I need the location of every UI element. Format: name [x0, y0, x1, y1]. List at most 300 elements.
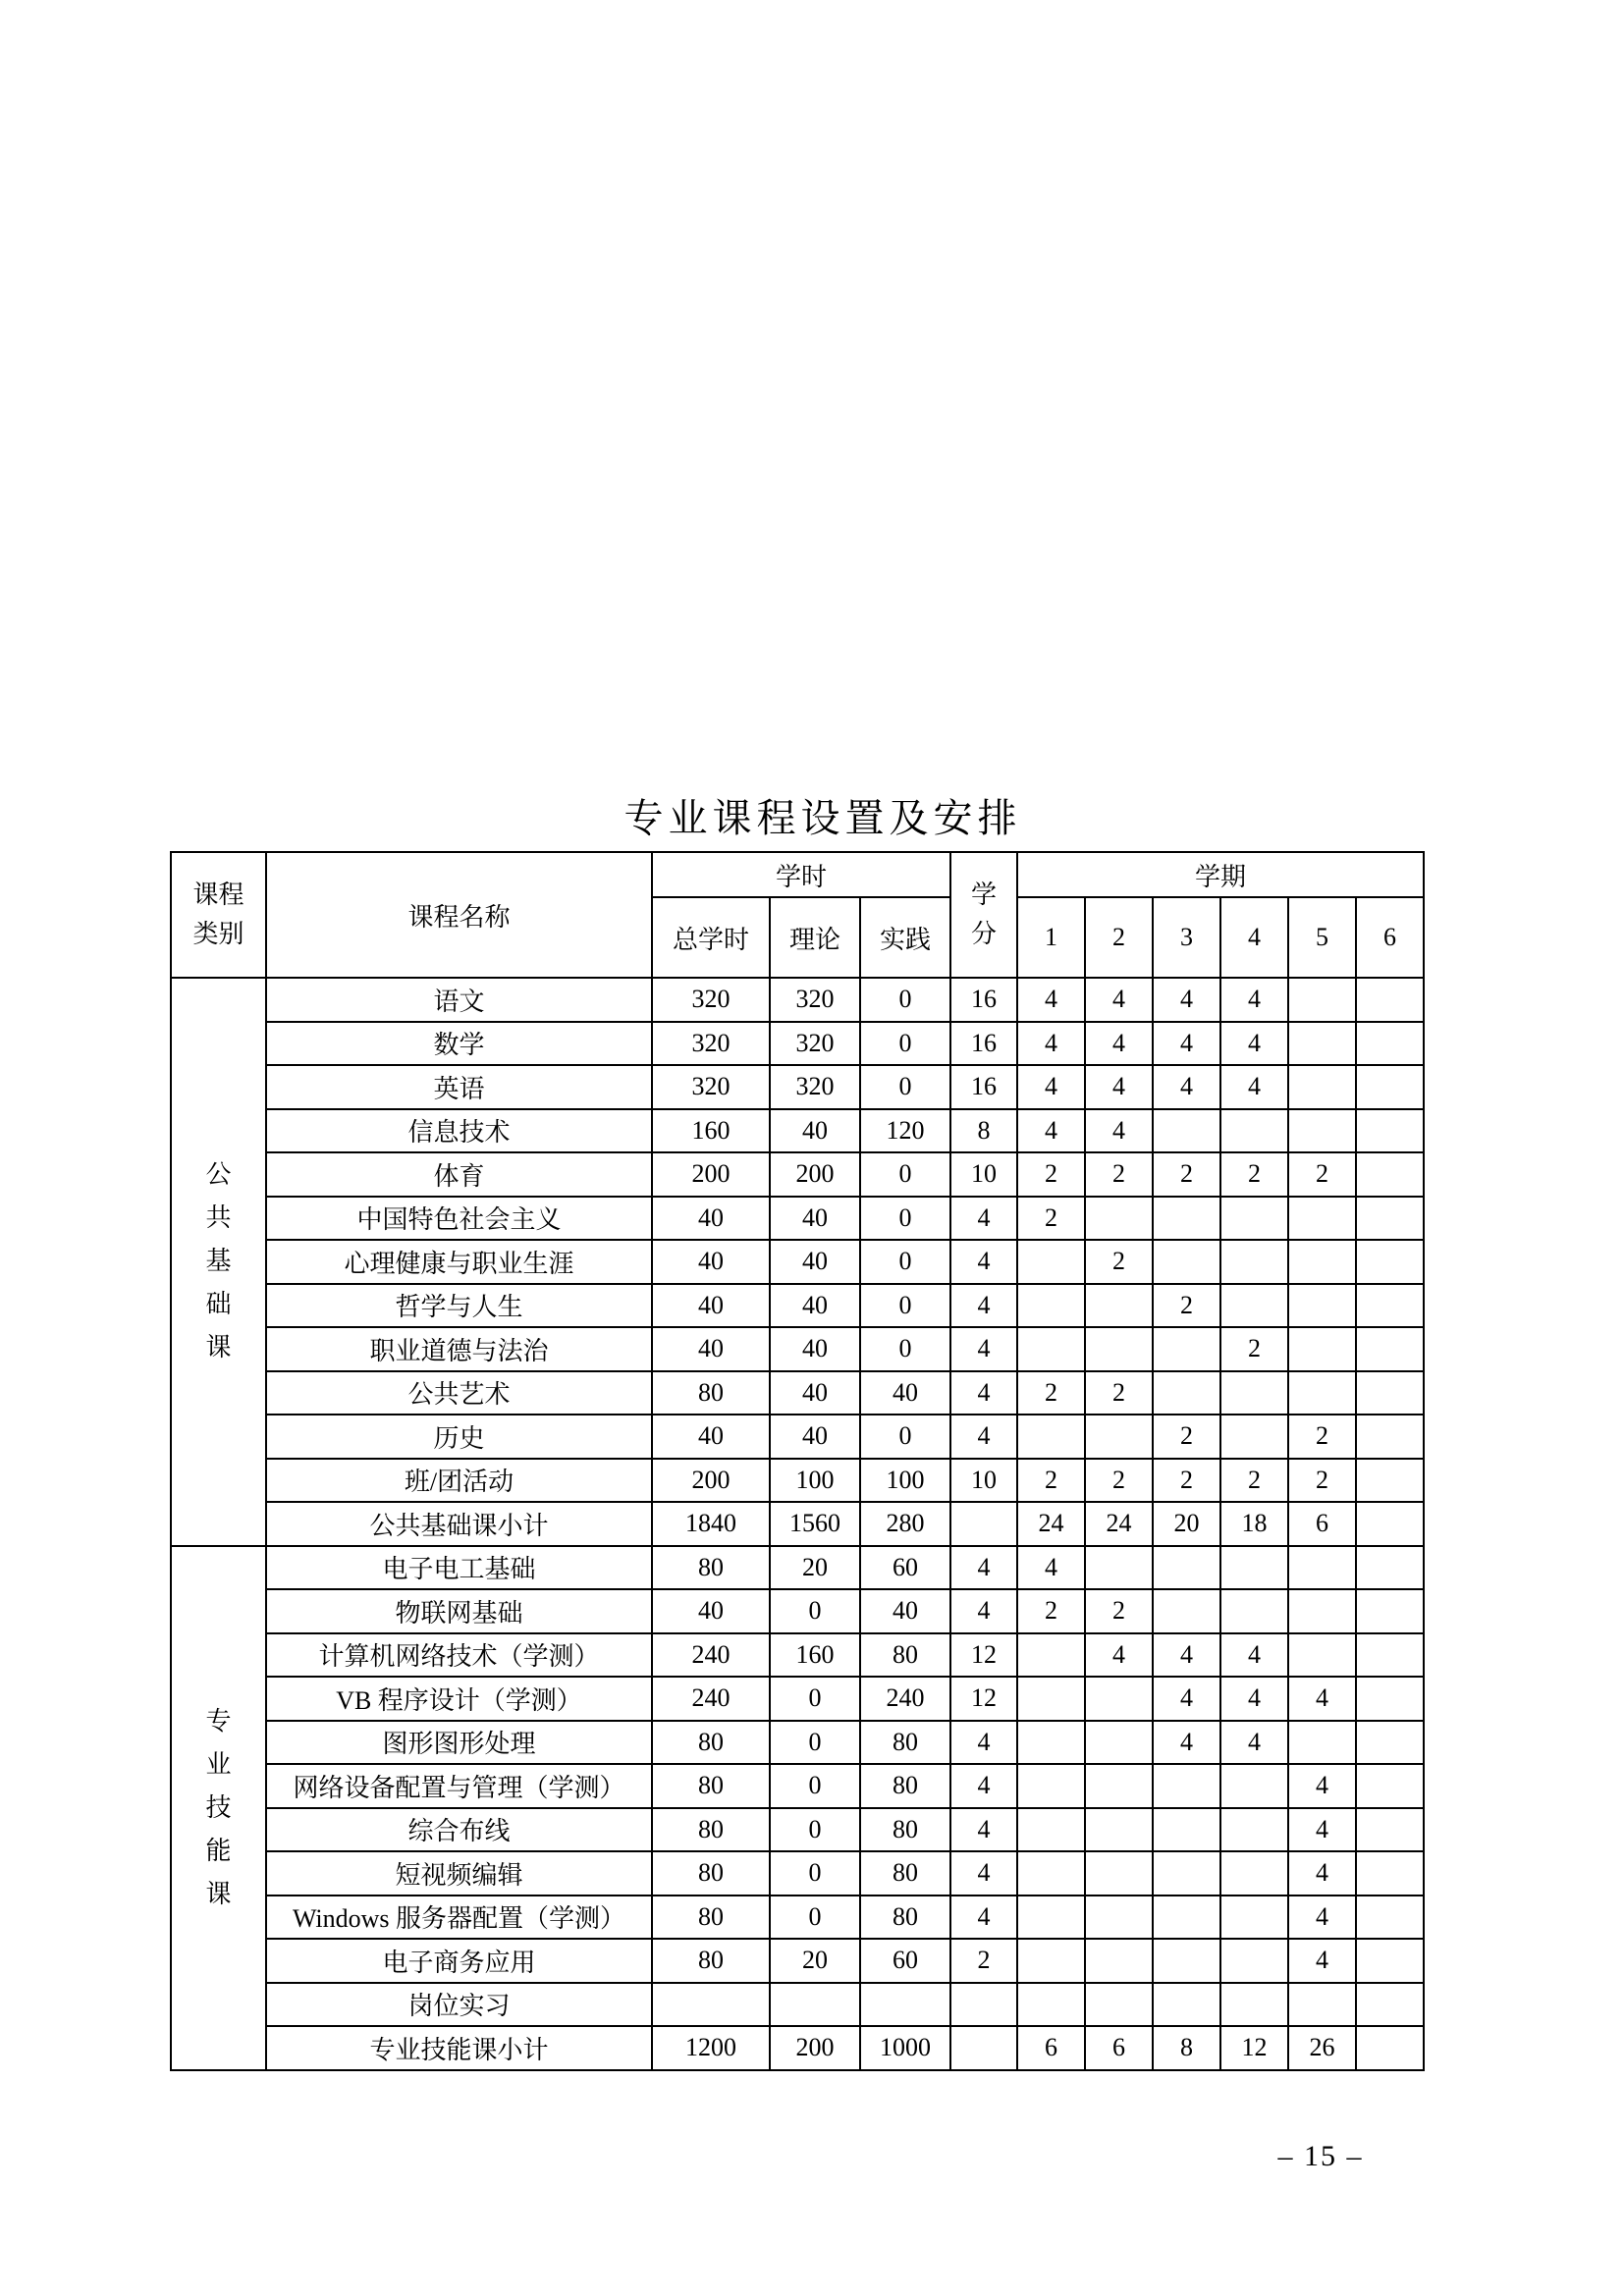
table-row	[171, 1851, 1424, 1896]
semester-cell	[1356, 1983, 1424, 2027]
semester-cell: 2	[1153, 1284, 1220, 1328]
semester-cell: 2	[1085, 1240, 1153, 1284]
semester-cell: 4	[1288, 1764, 1356, 1808]
semester-cell	[1085, 1983, 1153, 2027]
semester-cell: 24	[1017, 1502, 1085, 1546]
table-row	[171, 1152, 1424, 1197]
semester-cell: 20	[1153, 1502, 1220, 1546]
practice-hours-cell: 80	[860, 1633, 950, 1678]
semester-cell: 6	[1085, 2026, 1153, 2070]
semester-cell: 4	[1220, 1065, 1288, 1109]
semester-cell	[1085, 1808, 1153, 1852]
course-name-cell: 班/团活动	[266, 1459, 652, 1503]
practice-hours-cell: 0	[860, 1240, 950, 1284]
practice-hours-cell: 0	[860, 1152, 950, 1197]
semester-cell	[1356, 1371, 1424, 1415]
table-row	[171, 1677, 1424, 1721]
theory-hours-cell: 40	[770, 1327, 860, 1371]
semester-cell: 18	[1220, 1502, 1288, 1546]
total-hours-cell: 160	[652, 1109, 770, 1153]
total-hours-cell: 80	[652, 1808, 770, 1852]
table-row	[171, 1240, 1424, 1284]
total-hours-cell: 80	[652, 1939, 770, 1983]
table-row	[171, 1764, 1424, 1808]
semester-cell	[1085, 1327, 1153, 1371]
semester-cell	[1288, 1721, 1356, 1765]
total-hours-cell: 40	[652, 1589, 770, 1633]
semester-cell	[1017, 1284, 1085, 1328]
semester-cell	[1220, 1546, 1288, 1590]
semester-cell	[1220, 1371, 1288, 1415]
header-semester-4: 4	[1220, 897, 1288, 978]
practice-hours-cell: 40	[860, 1589, 950, 1633]
table-row	[171, 1415, 1424, 1459]
semester-cell	[1017, 1764, 1085, 1808]
course-name-cell: 公共基础课小计	[266, 1502, 652, 1546]
semester-cell	[1153, 1939, 1220, 1983]
semester-cell: 4	[1017, 1065, 1085, 1109]
category-cell: 公 共 基 础 课	[171, 978, 266, 1546]
semester-cell: 4	[1220, 1677, 1288, 1721]
semester-cell	[1356, 1109, 1424, 1153]
semester-cell	[1220, 1896, 1288, 1940]
credits-cell: 4	[950, 1327, 1017, 1371]
semester-cell: 2	[1153, 1415, 1220, 1459]
practice-hours-cell: 80	[860, 1851, 950, 1896]
theory-hours-cell: 0	[770, 1721, 860, 1765]
theory-hours-cell: 40	[770, 1371, 860, 1415]
header-semester-6: 6	[1356, 897, 1424, 978]
semester-cell: 4	[1220, 1022, 1288, 1066]
semester-cell	[1356, 1808, 1424, 1852]
semester-cell: 4	[1153, 1677, 1220, 1721]
semester-cell	[1153, 1109, 1220, 1153]
course-name-cell: 信息技术	[266, 1109, 652, 1153]
category-cell: 专 业 技 能 课	[171, 1546, 266, 2070]
total-hours-cell: 240	[652, 1633, 770, 1678]
header-total-hours: 总学时	[652, 897, 770, 978]
total-hours-cell: 320	[652, 978, 770, 1022]
semester-cell: 26	[1288, 2026, 1356, 2070]
credits-cell: 4	[950, 1764, 1017, 1808]
credits-cell: 16	[950, 1065, 1017, 1109]
semester-cell	[1356, 1415, 1424, 1459]
semester-cell	[1356, 1721, 1424, 1765]
semester-cell	[1288, 1983, 1356, 2027]
semester-cell	[1085, 1896, 1153, 1940]
header-credits-line2: 分	[971, 920, 998, 948]
total-hours-cell: 240	[652, 1677, 770, 1721]
semester-cell	[1017, 1327, 1085, 1371]
total-hours-cell: 80	[652, 1546, 770, 1590]
semester-cell: 2	[1017, 1589, 1085, 1633]
header-semester-2: 2	[1085, 897, 1153, 978]
semester-cell	[1356, 1022, 1424, 1066]
semester-cell: 4	[1085, 1109, 1153, 1153]
semester-cell: 2	[1017, 1371, 1085, 1415]
semester-cell	[1356, 1764, 1424, 1808]
table-row	[171, 1022, 1424, 1066]
course-name-cell: Windows 服务器配置（学测）	[266, 1896, 652, 1940]
semester-cell	[1356, 1677, 1424, 1721]
credits-cell: 4	[950, 1851, 1017, 1896]
semester-cell: 4	[1288, 1896, 1356, 1940]
header-credits	[950, 852, 1017, 978]
header-course-name: 课程名称	[266, 852, 652, 978]
course-name-cell: VB 程序设计（学测）	[266, 1677, 652, 1721]
semester-cell	[1017, 1240, 1085, 1284]
semester-cell	[1153, 1764, 1220, 1808]
total-hours-cell: 80	[652, 1721, 770, 1765]
total-hours-cell: 320	[652, 1022, 770, 1066]
practice-hours-cell	[860, 1983, 950, 2027]
semester-cell: 4	[1220, 978, 1288, 1022]
semester-cell	[1085, 1851, 1153, 1896]
theory-hours-cell: 40	[770, 1284, 860, 1328]
semester-cell: 4	[1085, 978, 1153, 1022]
practice-hours-cell: 80	[860, 1808, 950, 1852]
total-hours-cell: 40	[652, 1197, 770, 1241]
semester-cell	[1288, 978, 1356, 1022]
semester-cell	[1288, 1284, 1356, 1328]
total-hours-cell: 80	[652, 1896, 770, 1940]
practice-hours-cell: 100	[860, 1459, 950, 1503]
semester-cell: 4	[1153, 1721, 1220, 1765]
semester-cell	[1153, 1371, 1220, 1415]
credits-cell: 10	[950, 1459, 1017, 1503]
credits-cell	[950, 2026, 1017, 2070]
theory-hours-cell: 200	[770, 1152, 860, 1197]
course-name-cell: 综合布线	[266, 1808, 652, 1852]
credits-cell: 2	[950, 1939, 1017, 1983]
practice-hours-cell: 0	[860, 1327, 950, 1371]
total-hours-cell: 40	[652, 1415, 770, 1459]
semester-cell	[1017, 1939, 1085, 1983]
table-row	[171, 1371, 1424, 1415]
semester-cell: 2	[1085, 1371, 1153, 1415]
theory-hours-cell: 20	[770, 1546, 860, 1590]
total-hours-cell: 80	[652, 1764, 770, 1808]
theory-hours-cell: 320	[770, 1022, 860, 1066]
semester-cell: 4	[1288, 1939, 1356, 1983]
practice-hours-cell: 80	[860, 1896, 950, 1940]
practice-hours-cell: 280	[860, 1502, 950, 1546]
semester-cell	[1017, 1721, 1085, 1765]
semester-cell: 2	[1220, 1327, 1288, 1371]
semester-cell: 2	[1288, 1152, 1356, 1197]
semester-cell	[1288, 1327, 1356, 1371]
semester-cell	[1288, 1197, 1356, 1241]
course-name-cell: 心理健康与职业生涯	[266, 1240, 652, 1284]
table-row	[171, 1589, 1424, 1633]
header-credits-line1: 学	[971, 880, 998, 909]
semester-cell	[1356, 1546, 1424, 1590]
table-row	[171, 1284, 1424, 1328]
semester-cell	[1017, 1983, 1085, 2027]
semester-cell: 6	[1017, 2026, 1085, 2070]
total-hours-cell: 200	[652, 1152, 770, 1197]
credits-cell: 4	[950, 1896, 1017, 1940]
course-name-cell: 图形图形处理	[266, 1721, 652, 1765]
course-name-cell: 哲学与人生	[266, 1284, 652, 1328]
semester-cell: 2	[1288, 1415, 1356, 1459]
semester-cell: 4	[1153, 1065, 1220, 1109]
semester-cell	[1220, 1764, 1288, 1808]
semester-cell	[1085, 1284, 1153, 1328]
practice-hours-cell: 60	[860, 1546, 950, 1590]
semester-cell: 4	[1153, 1633, 1220, 1678]
semester-cell	[1220, 1240, 1288, 1284]
practice-hours-cell: 1000	[860, 2026, 950, 2070]
course-name-cell: 电子商务应用	[266, 1939, 652, 1983]
credits-cell: 4	[950, 1197, 1017, 1241]
credits-cell: 4	[950, 1546, 1017, 1590]
credits-cell: 4	[950, 1240, 1017, 1284]
theory-hours-cell: 0	[770, 1851, 860, 1896]
semester-cell: 4	[1017, 978, 1085, 1022]
practice-hours-cell: 0	[860, 1284, 950, 1328]
practice-hours-cell: 0	[860, 1022, 950, 1066]
semester-cell	[1153, 1896, 1220, 1940]
theory-hours-cell: 160	[770, 1633, 860, 1678]
table-row	[171, 1459, 1424, 1503]
header-semester-group: 学期	[1017, 852, 1424, 897]
semester-cell: 2	[1085, 1152, 1153, 1197]
practice-hours-cell: 60	[860, 1939, 950, 1983]
total-hours-cell: 80	[652, 1851, 770, 1896]
semester-cell	[1356, 1459, 1424, 1503]
semester-cell	[1220, 1589, 1288, 1633]
semester-cell	[1085, 1764, 1153, 1808]
semester-cell: 4	[1220, 1721, 1288, 1765]
semester-cell	[1356, 1197, 1424, 1241]
course-name-cell: 中国特色社会主义	[266, 1197, 652, 1241]
semester-cell	[1356, 1939, 1424, 1983]
page-title: 专业课程设置及安排	[623, 796, 1022, 840]
semester-cell: 4	[1085, 1022, 1153, 1066]
table-row	[171, 2026, 1424, 2070]
theory-hours-cell: 320	[770, 978, 860, 1022]
semester-cell	[1356, 1896, 1424, 1940]
semester-cell: 4	[1288, 1677, 1356, 1721]
credits-cell: 4	[950, 1415, 1017, 1459]
credits-cell	[950, 1502, 1017, 1546]
credits-cell: 4	[950, 1284, 1017, 1328]
semester-cell	[1356, 1152, 1424, 1197]
semester-cell: 24	[1085, 1502, 1153, 1546]
total-hours-cell: 1840	[652, 1502, 770, 1546]
semester-cell	[1085, 1546, 1153, 1590]
semester-cell: 2	[1288, 1459, 1356, 1503]
total-hours-cell: 1200	[652, 2026, 770, 2070]
theory-hours-cell: 20	[770, 1939, 860, 1983]
semester-cell: 4	[1085, 1633, 1153, 1678]
theory-hours-cell: 40	[770, 1197, 860, 1241]
credits-cell: 16	[950, 1022, 1017, 1066]
theory-hours-cell: 0	[770, 1808, 860, 1852]
semester-cell	[1153, 1197, 1220, 1241]
table-row	[171, 978, 1424, 1022]
credits-cell: 4	[950, 1589, 1017, 1633]
table-row	[171, 1327, 1424, 1371]
practice-hours-cell: 40	[860, 1371, 950, 1415]
course-name-cell: 计算机网络技术（学测）	[266, 1633, 652, 1678]
total-hours-cell: 200	[652, 1459, 770, 1503]
credits-cell: 4	[950, 1371, 1017, 1415]
semester-cell	[1288, 1371, 1356, 1415]
semester-cell	[1220, 1415, 1288, 1459]
credits-cell: 12	[950, 1677, 1017, 1721]
credits-cell: 10	[950, 1152, 1017, 1197]
semester-cell	[1017, 1677, 1085, 1721]
theory-hours-cell: 40	[770, 1109, 860, 1153]
course-name-cell: 短视频编辑	[266, 1851, 652, 1896]
table-row	[171, 1896, 1424, 1940]
course-table-body	[171, 978, 1424, 2070]
practice-hours-cell: 0	[860, 1415, 950, 1459]
semester-cell	[1288, 1589, 1356, 1633]
course-name-cell: 专业技能课小计	[266, 2026, 652, 2070]
credits-cell: 12	[950, 1633, 1017, 1678]
semester-cell	[1356, 1589, 1424, 1633]
semester-cell	[1017, 1851, 1085, 1896]
theory-hours-cell: 0	[770, 1764, 860, 1808]
practice-hours-cell: 0	[860, 1065, 950, 1109]
practice-hours-cell: 0	[860, 978, 950, 1022]
semester-cell	[1085, 1677, 1153, 1721]
semester-cell: 8	[1153, 2026, 1220, 2070]
theory-hours-cell: 0	[770, 1896, 860, 1940]
table-row	[171, 1109, 1424, 1153]
semester-cell	[1017, 1633, 1085, 1678]
total-hours-cell	[652, 1983, 770, 2027]
semester-cell	[1085, 1197, 1153, 1241]
practice-hours-cell: 0	[860, 1197, 950, 1241]
course-name-cell: 网络设备配置与管理（学测）	[266, 1764, 652, 1808]
total-hours-cell: 40	[652, 1284, 770, 1328]
semester-cell	[1153, 1983, 1220, 2027]
total-hours-cell: 40	[652, 1327, 770, 1371]
curriculum-table	[170, 851, 1425, 2071]
semester-cell: 2	[1220, 1152, 1288, 1197]
semester-cell	[1220, 1851, 1288, 1896]
practice-hours-cell: 120	[860, 1109, 950, 1153]
semester-cell: 4	[1153, 1022, 1220, 1066]
semester-cell	[1356, 1240, 1424, 1284]
semester-cell: 2	[1153, 1152, 1220, 1197]
semester-cell	[1288, 1065, 1356, 1109]
course-name-cell: 公共艺术	[266, 1371, 652, 1415]
semester-cell: 4	[1220, 1633, 1288, 1678]
semester-cell	[1356, 2026, 1424, 2070]
theory-hours-cell: 0	[770, 1677, 860, 1721]
semester-cell: 4	[1085, 1065, 1153, 1109]
table-row	[171, 1546, 1424, 1590]
header-category-line2: 类别	[192, 920, 244, 948]
course-name-cell: 职业道德与法治	[266, 1327, 652, 1371]
semester-cell	[1085, 1415, 1153, 1459]
table-row	[171, 1939, 1424, 1983]
semester-cell	[1356, 1502, 1424, 1546]
semester-cell	[1356, 1327, 1424, 1371]
semester-cell: 2	[1017, 1152, 1085, 1197]
semester-cell	[1153, 1808, 1220, 1852]
header-category-line1: 课程	[192, 880, 244, 909]
semester-cell: 2	[1017, 1197, 1085, 1241]
header-semester-1: 1	[1017, 897, 1085, 978]
practice-hours-cell: 240	[860, 1677, 950, 1721]
table-row	[171, 1983, 1424, 2027]
semester-cell	[1017, 1896, 1085, 1940]
semester-cell: 6	[1288, 1502, 1356, 1546]
practice-hours-cell: 80	[860, 1721, 950, 1765]
semester-cell	[1356, 1065, 1424, 1109]
table-row	[171, 1721, 1424, 1765]
course-name-cell: 数学	[266, 1022, 652, 1066]
course-name-cell: 物联网基础	[266, 1589, 652, 1633]
semester-cell	[1153, 1546, 1220, 1590]
semester-cell	[1288, 1022, 1356, 1066]
total-hours-cell: 80	[652, 1371, 770, 1415]
semester-cell: 2	[1220, 1459, 1288, 1503]
semester-cell	[1356, 1633, 1424, 1678]
theory-hours-cell: 40	[770, 1415, 860, 1459]
table-row	[171, 1633, 1424, 1678]
semester-cell: 12	[1220, 2026, 1288, 2070]
semester-cell	[1085, 1721, 1153, 1765]
course-name-cell: 历史	[266, 1415, 652, 1459]
table-row	[171, 1502, 1424, 1546]
semester-cell	[1085, 1939, 1153, 1983]
semester-cell	[1288, 1546, 1356, 1590]
total-hours-cell: 40	[652, 1240, 770, 1284]
credits-cell	[950, 1983, 1017, 2027]
header-semester-5: 5	[1288, 897, 1356, 978]
semester-cell	[1288, 1240, 1356, 1284]
theory-hours-cell: 1560	[770, 1502, 860, 1546]
theory-hours-cell: 0	[770, 1589, 860, 1633]
theory-hours-cell: 100	[770, 1459, 860, 1503]
semester-cell: 4	[1017, 1109, 1085, 1153]
page-number: – 15 –	[1277, 2140, 1364, 2172]
credits-cell: 4	[950, 1721, 1017, 1765]
course-name-cell: 体育	[266, 1152, 652, 1197]
semester-cell: 2	[1085, 1589, 1153, 1633]
semester-cell: 4	[1153, 978, 1220, 1022]
table-row	[171, 1808, 1424, 1852]
semester-cell: 2	[1153, 1459, 1220, 1503]
semester-cell: 4	[1288, 1851, 1356, 1896]
semester-cell	[1153, 1851, 1220, 1896]
semester-cell	[1356, 1851, 1424, 1896]
practice-hours-cell: 80	[860, 1764, 950, 1808]
theory-hours-cell: 200	[770, 2026, 860, 2070]
credits-cell: 8	[950, 1109, 1017, 1153]
table-row	[171, 1197, 1424, 1241]
theory-hours-cell	[770, 1983, 860, 2027]
semester-cell	[1288, 1633, 1356, 1678]
semester-cell	[1017, 1808, 1085, 1852]
semester-cell	[1153, 1240, 1220, 1284]
semester-cell	[1220, 1109, 1288, 1153]
credits-cell: 16	[950, 978, 1017, 1022]
semester-cell	[1153, 1327, 1220, 1371]
header-semester-3: 3	[1153, 897, 1220, 978]
header-theory: 理论	[770, 897, 860, 978]
semester-cell	[1153, 1589, 1220, 1633]
semester-cell: 4	[1288, 1808, 1356, 1852]
header-hours-group: 学时	[652, 852, 950, 897]
